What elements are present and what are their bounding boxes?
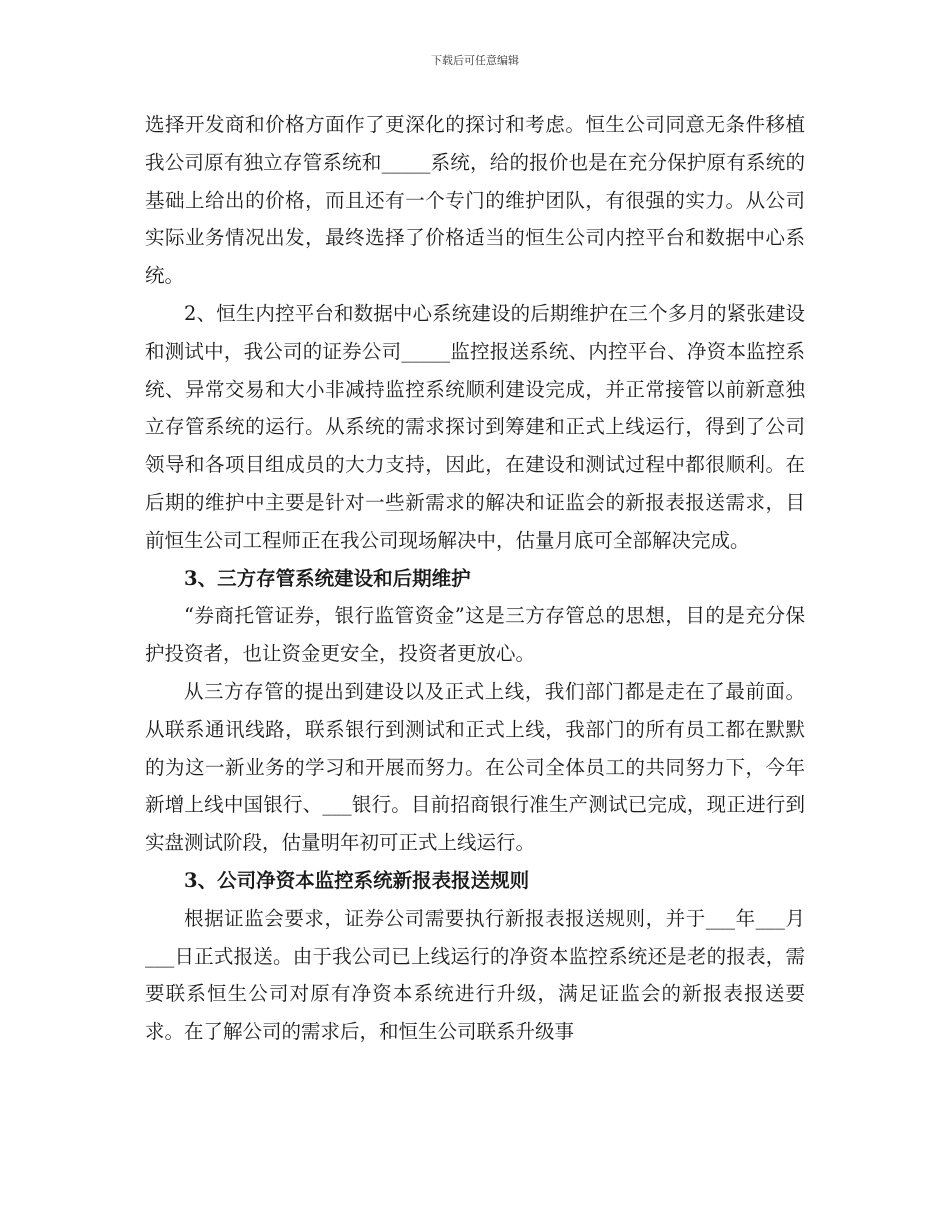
paragraph-hengsheng-maintenance: 2、恒生内控平台和数据中心系统建设的后期维护在三个多月的紧张建设和测试中，我公司的证券公司_____监控报送系统、内控平台、净资本监控系统、异常交易和大小非减持监控系统顺利建设完成，并正常接管以前新意独立存管系统的运行。从系统的需求探讨到筹建和正式上线运行，得到了公司领导和各项目组成员的大力支持，因此，在建设和测试过程中都很顺利。在后期的维护中主要是针对一些新需求的解决和证监会的新报表报送需求，目前恒生公司工程师正在我公司现场解决中，估量月底可全部解决完成。 <box>145 301 805 552</box>
document-body <box>145 106 805 1051</box>
paragraph-custody-principle: “券商托管证券，银行监管资金”这是三方存管总的思想，目的是充分保护投资者，也让资金更安全，投资者更放心。 <box>145 604 805 666</box>
section-heading-net-capital-rules: 3、公司净资本监控系统新报表报送规则 <box>184 868 530 892</box>
section-heading-third-party-custody: 3、三方存管系统建设和后期维护 <box>184 566 471 590</box>
paragraph-custody-progress: 从三方存管的提出到建设以及正式上线，我们部门都是走在了最前面。从联系通讯线路，联系银行到测试和正式上线，我部门的所有员工都在默默的为这一新业务的学习和开展而努力。在公司全体员工的共同努力下，今年新增上线中国银行、___银行。目前招商银行准生产测试已完成，现正进行到实盘测试阶段，估量明年初可正式上线运行。 <box>145 679 805 855</box>
page-header: 下载后可任意编辑 <box>431 54 519 67</box>
paragraph-net-capital: 根据证监会要求，证券公司需要执行新报表报送规则，并于___年___月___日正式报送。由于我公司已上线运行的净资本监控系统还是老的报表，需要联系恒生公司对原有净资本系统进行升级，满足证监会的新报表报送要求。在了解公司的需求后，和恒生公司联系升级事 <box>145 906 805 1044</box>
paragraph-continuation: 选择开发商和价格方面作了更深化的探讨和考虑。恒生公司同意无条件移植我公司原有独立存管系统和_____系统，给的报价也是在充分保护原有系统的基础上给出的价格，而且还有一个专门的维护团队，有很强的实力。从公司实际业务情况出发，最终选择了价格适当的恒生公司内控平台和数据中心系统。 <box>145 113 805 288</box>
